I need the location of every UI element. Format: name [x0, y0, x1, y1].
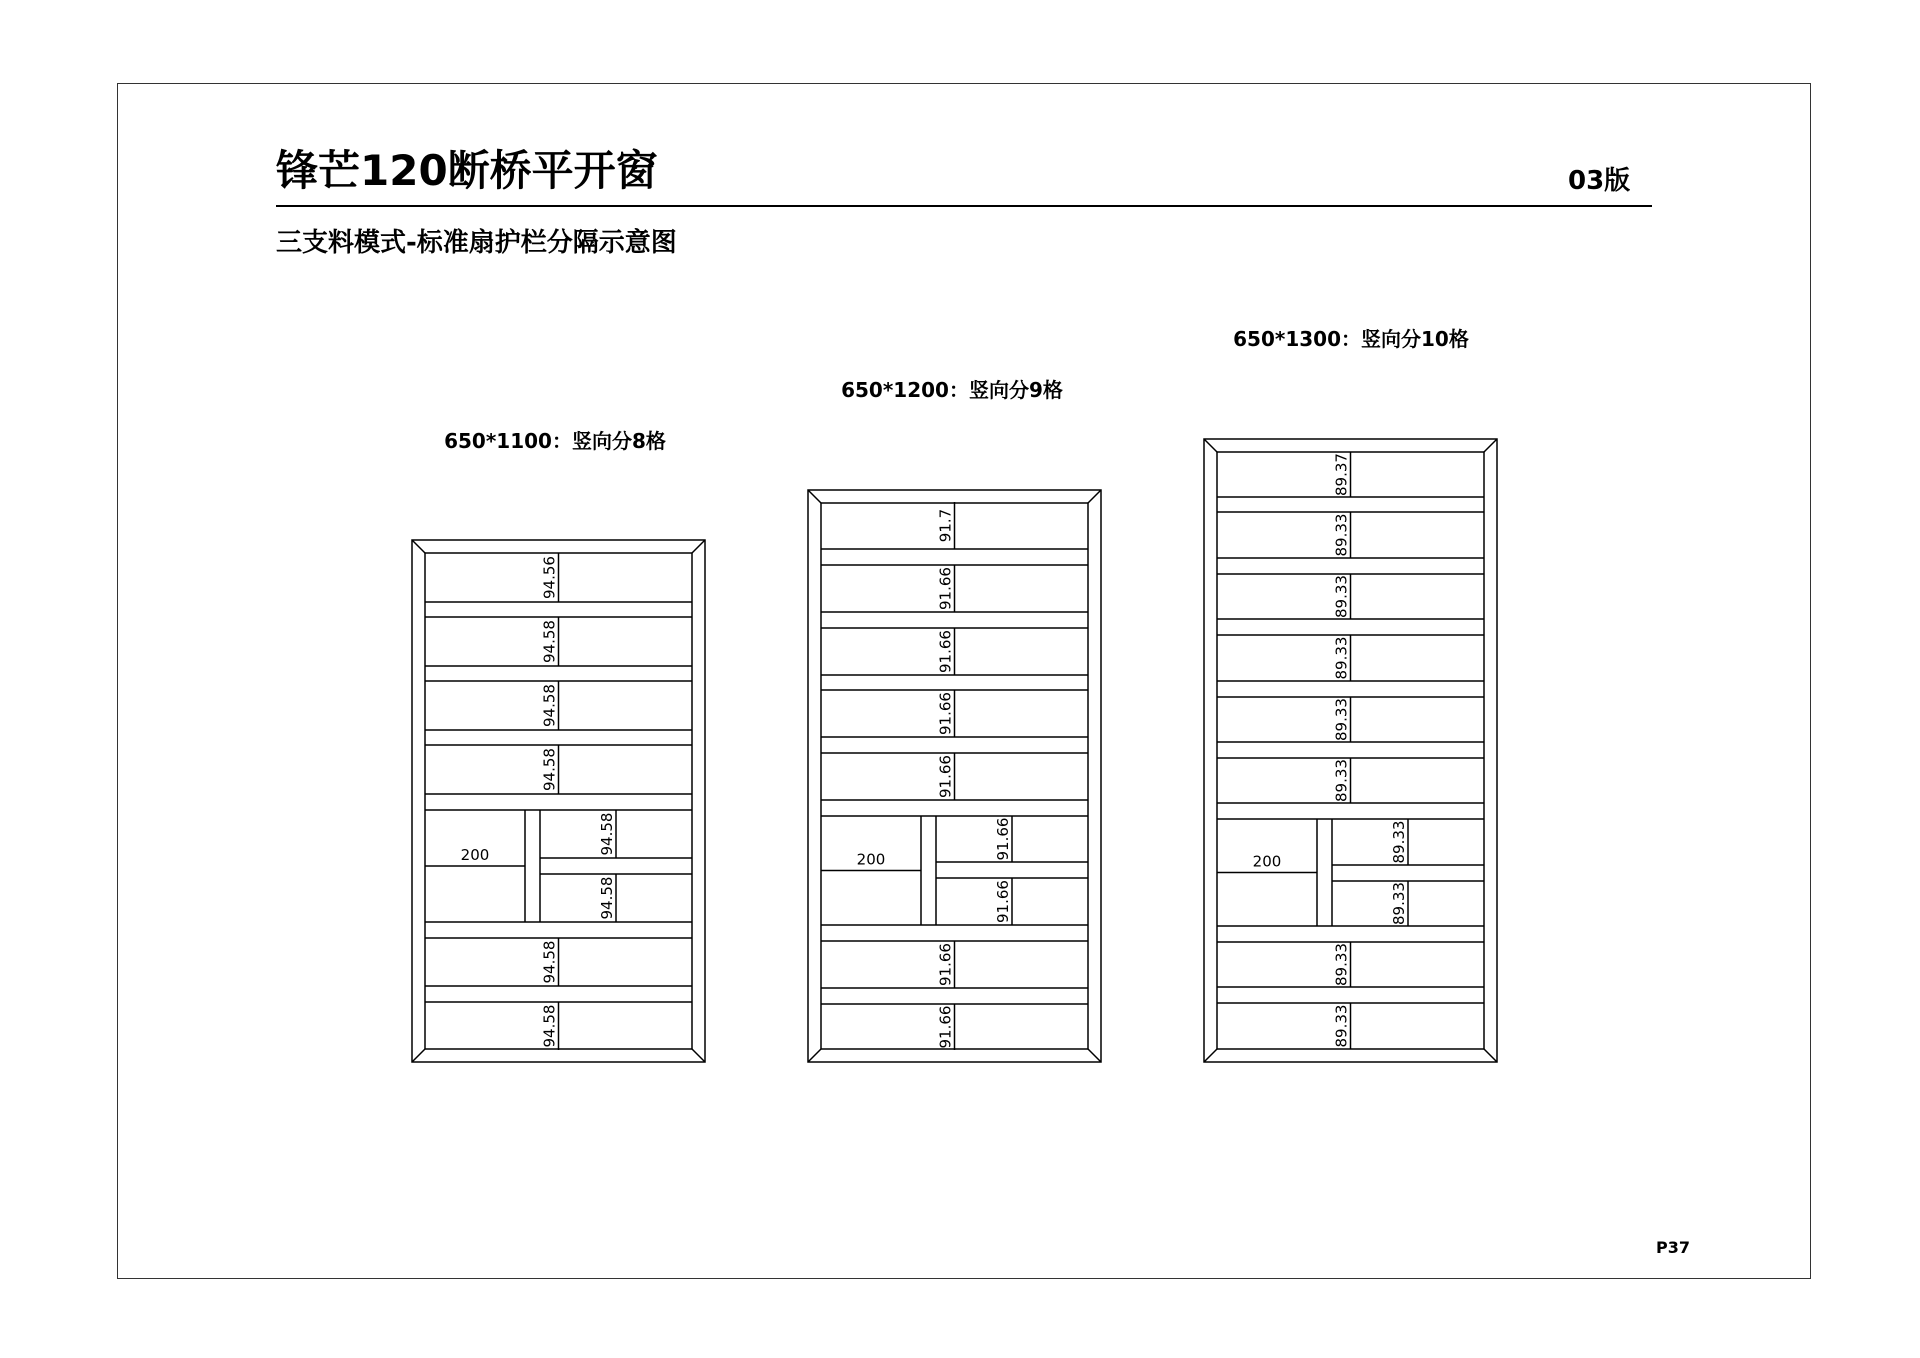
frame-miter — [808, 490, 821, 503]
row-dimension: 89.33 — [1390, 820, 1408, 864]
panel-caption: 650*1300：竖向分10格 — [1233, 327, 1469, 351]
row-dimension: 94.56 — [540, 556, 559, 599]
frame-miter — [1484, 439, 1497, 452]
frame-miter — [692, 540, 705, 553]
row-dimension: 94.58 — [540, 748, 559, 791]
row-dimension: 91.66 — [994, 880, 1012, 923]
frame-miter — [1088, 490, 1101, 503]
frame-miter — [1484, 1049, 1497, 1062]
row-dimension: 91.66 — [936, 755, 955, 798]
row-dimension: 91.66 — [936, 943, 955, 986]
row-dimension: 89.33 — [1332, 943, 1351, 986]
row-dimension: 89.33 — [1332, 698, 1351, 741]
window-panel-1 — [412, 429, 705, 1062]
row-dimension: 94.58 — [540, 1004, 559, 1048]
frame-miter — [1088, 1049, 1101, 1062]
panel-caption: 650*1100：竖向分8格 — [444, 429, 666, 453]
split-width-dimension: 200 — [856, 850, 886, 869]
row-dimension: 89.33 — [1390, 882, 1408, 925]
split-width-dimension: 200 — [1252, 852, 1282, 871]
row-dimension: 94.58 — [540, 684, 559, 727]
row-dimension: 91.66 — [936, 692, 955, 735]
row-dimension: 94.58 — [540, 940, 559, 984]
row-dimension: 89.33 — [1332, 575, 1351, 618]
row-dimension: 94.58 — [540, 620, 559, 663]
row-dimension: 89.33 — [1332, 513, 1351, 557]
row-dimension: 94.58 — [598, 876, 616, 920]
row-dimension: 91.66 — [936, 1005, 955, 1049]
frame-miter — [1204, 439, 1217, 452]
row-dimension: 91.7 — [936, 508, 955, 543]
row-dimension: 91.66 — [994, 817, 1012, 861]
page-subtitle: 三支料模式-标准扇护栏分隔示意图 — [276, 228, 677, 258]
row-dimension: 91.66 — [936, 630, 955, 673]
panel-caption: 650*1200：竖向分9格 — [841, 378, 1063, 402]
row-dimension: 91.66 — [936, 567, 955, 610]
row-dimension: 89.33 — [1332, 759, 1351, 802]
window-panel-2 — [808, 378, 1101, 1062]
window-panel-3 — [1204, 327, 1497, 1062]
page-title: 锋芒120断桥平开窗 — [276, 146, 658, 195]
page-number: P37 — [1656, 1238, 1690, 1257]
frame-miter — [808, 1049, 821, 1062]
split-width-dimension: 200 — [460, 846, 490, 864]
frame-miter — [412, 540, 425, 553]
version-label: 03版 — [1568, 166, 1631, 196]
row-dimension: 89.37 — [1332, 453, 1351, 496]
row-dimension: 89.33 — [1332, 636, 1351, 680]
row-dimension: 94.58 — [598, 812, 616, 856]
frame-miter — [1204, 1049, 1217, 1062]
row-dimension: 89.33 — [1332, 1004, 1351, 1048]
frame-miter — [692, 1049, 705, 1062]
frame-miter — [412, 1049, 425, 1062]
